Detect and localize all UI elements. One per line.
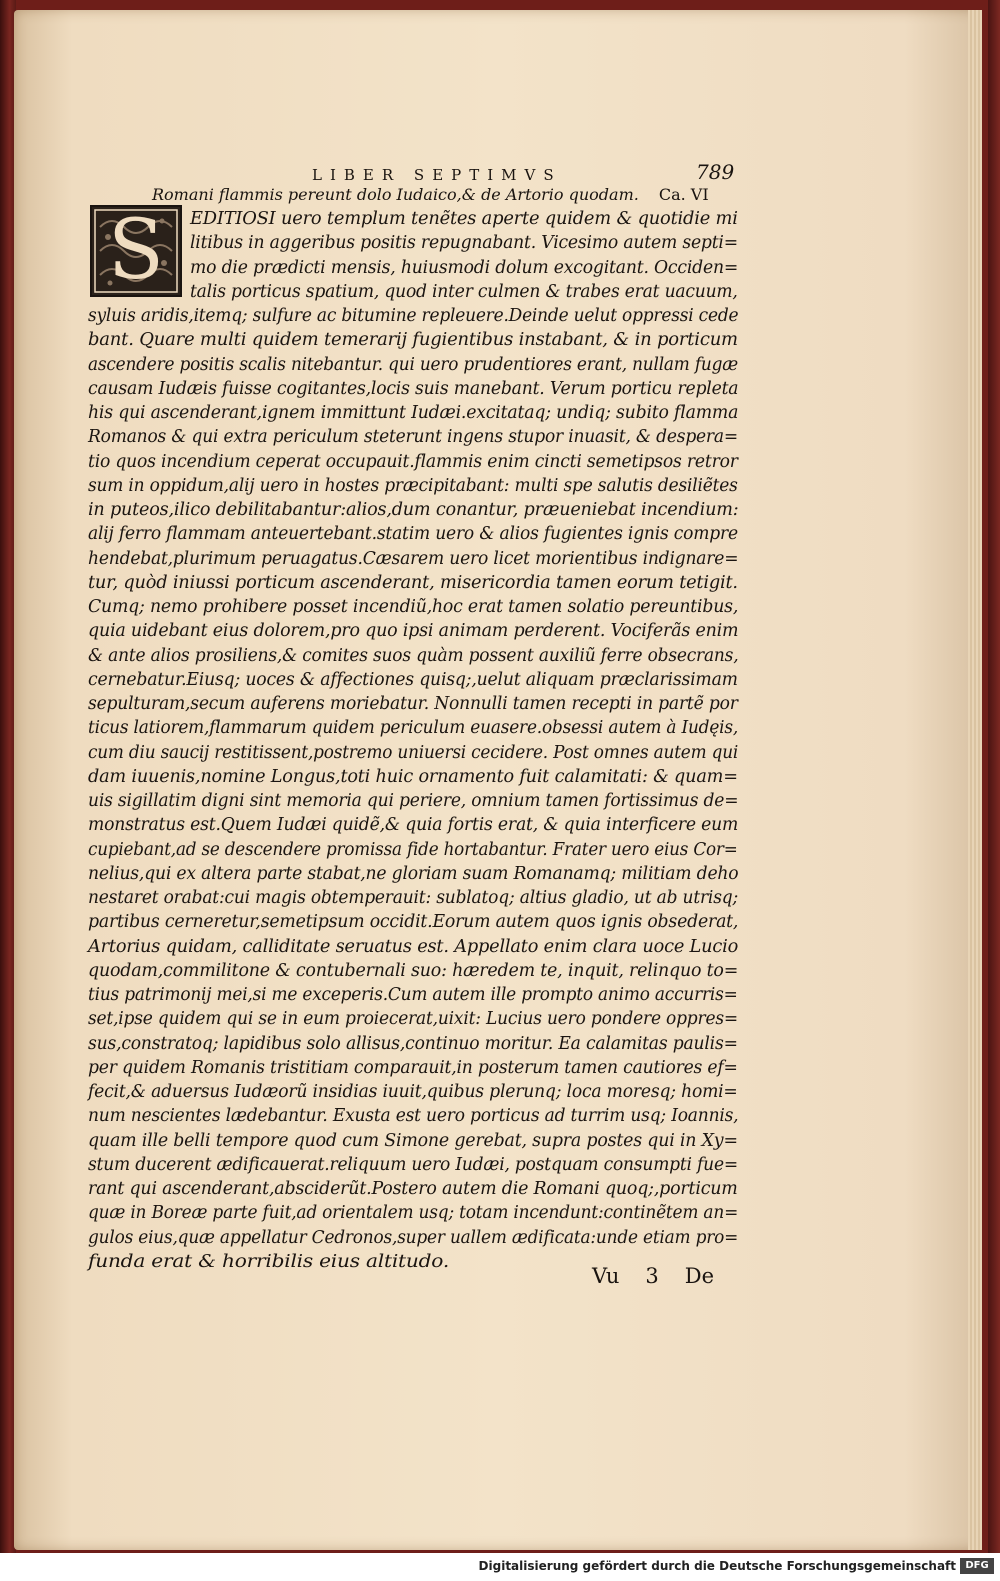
text-line: rant qui ascenderant,absciderũt.Postero autem die Romani quoq;,porticum [88,1179,738,1199]
footer-credit: Digitalisierung gefördert durch die Deutsche Forschungsgemeinschaft [478,1559,956,1573]
text-line: ticus latiorem,flammarum quidem periculum euasere.obsessi autem à Iudęis, [88,718,739,739]
text-line: cernebatur.Eiusq; uoces & affectiones quisq;,uelut aliquam præclarissimam [88,669,738,690]
text-line: Cumq; nemo prohibere posset incendiũ,hoc erat tamen solatio pereuntibus, [88,597,739,617]
text-line: funda erat & horribilis eius altitudo. [88,1251,449,1272]
text-line: tius patrimonij mei,si me exceperis.Cum autem ille prompto animo accurris= [88,985,738,1005]
folio-number: 789 [696,160,735,184]
text-line: tio quos incendium ceperat occupauit.flammis enim cincti semetipsos retror [88,451,738,472]
running-title: LIBER SEPTIMVS [312,166,562,184]
text-line: quam ille belli tempore quod cum Simone gerebat, supra postes qui in Xy= [88,1130,738,1151]
text-line: nelius,qui ex altera parte stabat,ne gloriam suam Romanamq; militiam deho [88,863,739,884]
text-line: alij ferro flammam anteuertebant.statim uero & alios fugientes ignis compre [88,524,738,545]
text-line: sepulturam,secum auferens moriebatur. Nonnulli tamen recepti in partẽ por [88,694,738,714]
text-line: num nescientes lædebantur. Exusta est uero porticus ad turrim usq; Ioannis, [88,1106,739,1127]
text-line: litibus in aggeribus positis repugnabant. Vicesimo autem septi= [190,233,738,254]
text-line: quæ in Boreæ parte fuit,ad orientalem usq; totam incendunt:continẽtem an= [88,1203,739,1224]
text-line: cum diu saucij restitissent,postremo uniuersi cecidere. Post omnes autem qui [88,742,739,763]
dfg-logo: DFG [960,1558,994,1574]
chapter-number: Ca. VI [658,185,709,204]
text-line: nestaret orabat:cui magis obtemperauit: sublatoq; altius gladio, ut ab utrisq; [88,888,739,908]
text-line: stum ducerent ædificauerat.reliquum uero Iudæi, postquam consumpti fue= [88,1154,738,1175]
text-line: per quidem Romanis tristitiam comparauit,in posterum tamen cautiores ef= [88,1057,738,1078]
text-line: cupiebant,ad se descendere promissa fide hortabantur. Frater uero eius Cor= [88,839,738,860]
text-line: syluis aridis,itemq; sulfure ac bitumine repleuere.Deinde uelut oppressi cede [88,306,739,326]
text-line: Artorius quidam, calliditate seruatus est. Appellato enim clara uoce Lucio [88,936,739,957]
text-line: mo die prædicti mensis, huiusmodi dolum excogitant. Occiden= [190,257,739,278]
catchword: De [684,1264,714,1288]
text-line: uis sigillatim digni sint memoria qui periere, omnium tamen fortissimus de= [88,791,739,811]
text-line: EDITIOSI uero templum tenẽtes aperte quidem & quotidie mi [190,209,738,229]
text-line: quia uidebant eius dolorem,pro quo ipsi animam perderent. Vociferãs enim [88,621,739,642]
text-line: in puteos,ilico debilitabantur:alios,dum conantur, præueniebat incendium: [88,500,739,520]
text-line: gulos eius,quæ appellatur Cedronos,super uallem ædificata:unde etiam pro= [88,1227,739,1248]
text-line: partibus cerneretur,semetipsum occidit.Eorum autem quos ignis obsederat, [88,912,739,933]
text-line: hendebat,plurimum peruagatus.Cæsarem uero licet morientibus indignare= [88,548,739,569]
text-line: monstratus est.Quem Iudæi quidẽ,& quia fortis erat, & quia interficere eum [88,815,739,836]
signature-line [592,1264,740,1288]
text-line: sus,constratoq; lapidibus solo allisus,continuo moritur. Ea calamitas paulis= [88,1033,738,1054]
chapter-heading-text: Romani flammis pereunt dolo Iudaico,& de Artorio quodam. [152,185,639,204]
text-line: Romanos & qui extra periculum steterunt ingens stupor inuasit, & despera= [88,427,738,448]
signature-number: 3 [645,1264,659,1288]
text-line: quodam,commilitone & contubernali suo: hæredem te, inquit, relinquo to= [88,960,739,981]
text-line: fecit,& aduersus Iudæorũ insidias iuuit,quibus plerunq; loca moresq; homi= [88,1082,738,1102]
text-line: dam iuuenis,nomine Longus,toti huic ornamento fuit calamitati: & quam= [88,766,738,787]
text-line: his qui ascenderant,ignem immittunt Iudæi.excitataq; undiq; subito flamma [88,403,739,423]
digitization-footer [0,1553,1000,1581]
text-line: ascendere positis scalis nitebantur. qui uero prudentiores erant, nullam fugæ [88,354,738,375]
text-line: & ante alios prosiliens,& comites suos quàm possent auxiliũ ferre obsecrans, [88,645,739,666]
initial-letter: S [107,203,165,298]
signature-mark: Vu [592,1264,620,1288]
text-line: bant. Quare multi quidem temerarij fugientibus instabant, & in porticum [88,330,738,351]
text-line: tur, quòd iniussi porticum ascenderant, misericordia tamen eorum tetigit. [88,572,738,593]
text-line: set,ipse quidem qui se in eum proiecerat,uixit: Lucius uero pondere oppres= [88,1009,738,1030]
text-line: talis porticus spatium, quod inter culmen & trabes erat uacuum, [190,281,738,302]
text-line: causam Iudæis fuisse cogitantes,locis suis manebant. Verum porticu repleta [88,378,739,399]
text-line: sum in oppidum,alij uero in hostes præcipitabant: multi spe salutis desiliẽtes [88,475,738,496]
